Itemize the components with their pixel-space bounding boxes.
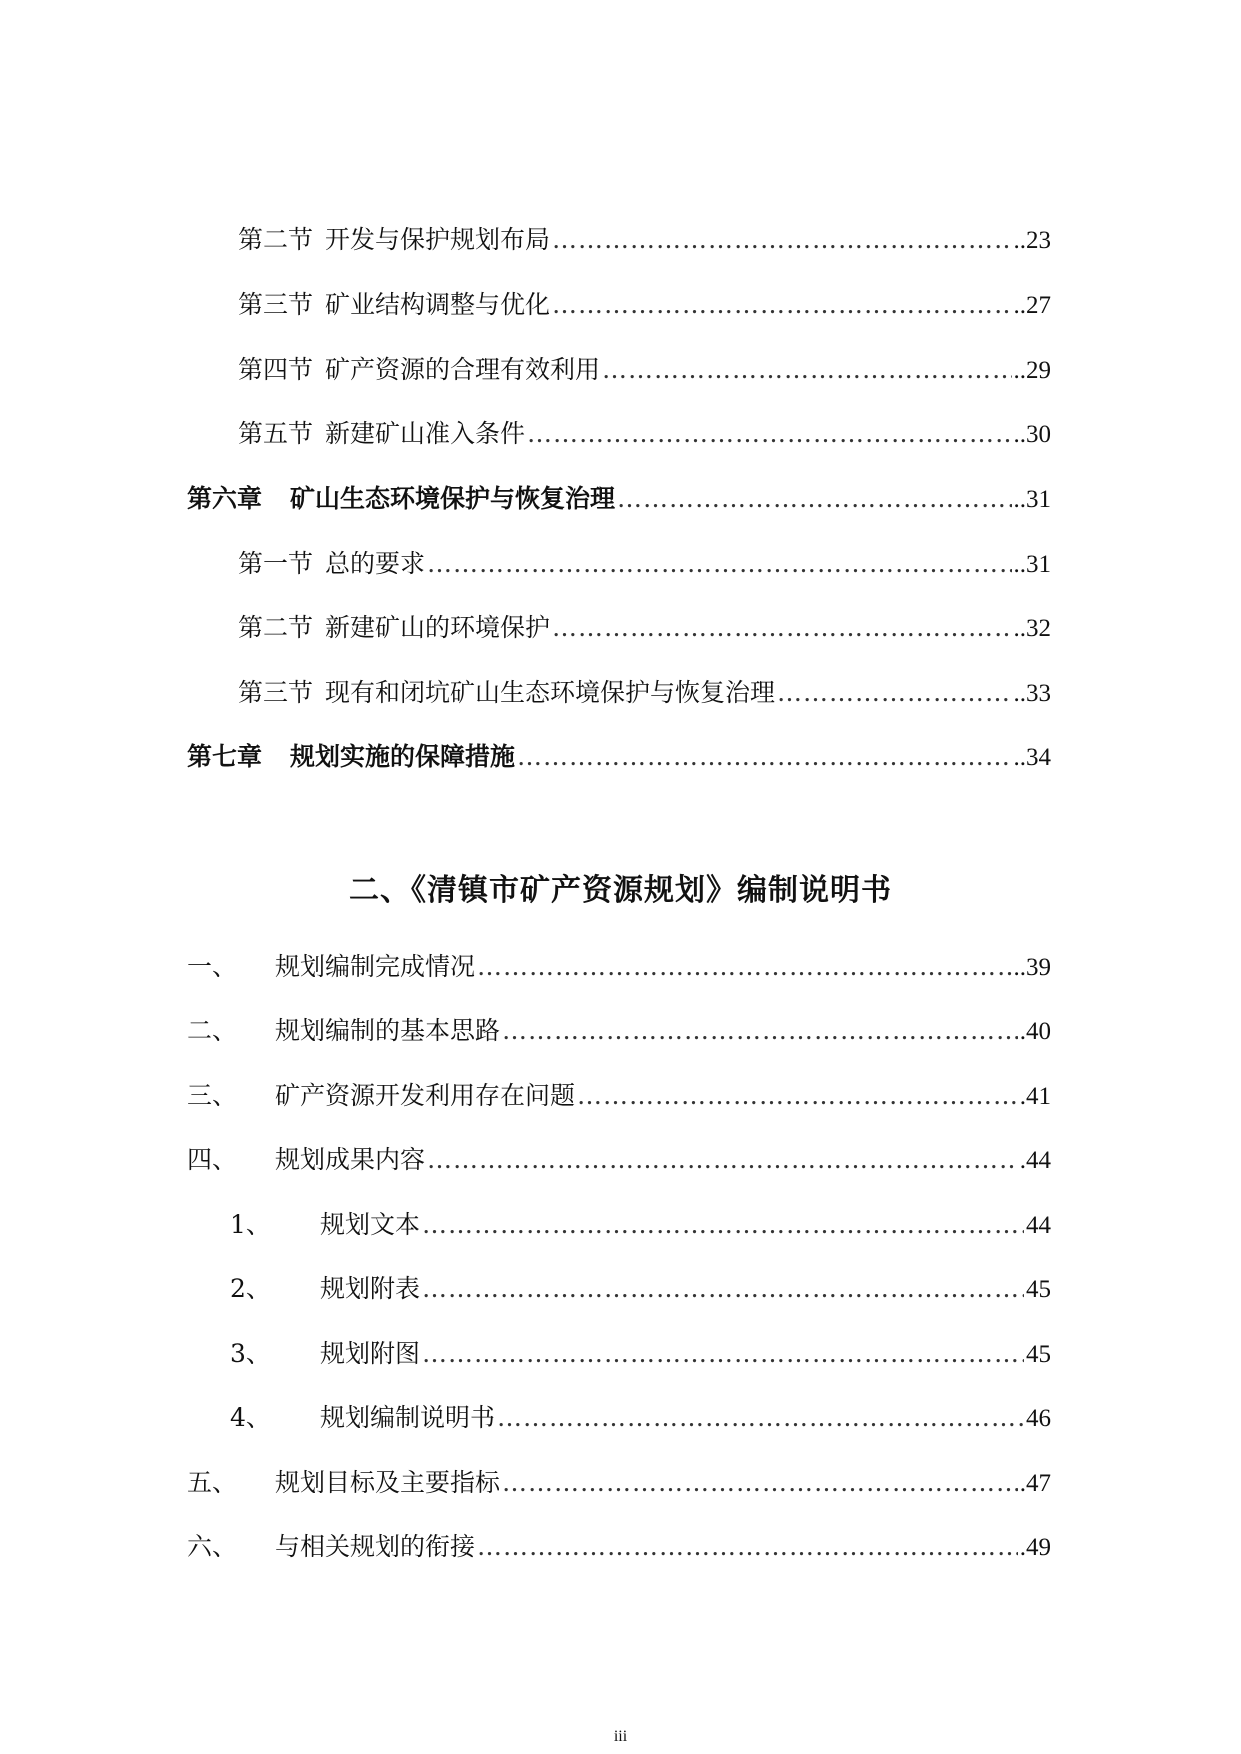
toc-title: 与相关规划的衔接 — [275, 1532, 476, 1561]
toc-leader — [422, 1267, 1024, 1311]
toc-leader — [422, 1203, 1024, 1247]
toc-page: 46 — [1026, 1405, 1051, 1432]
toc-chapter-entry — [187, 477, 1051, 521]
toc-number: 四、 — [187, 1145, 238, 1174]
toc-title: 开发与保护规划布局 — [325, 225, 551, 254]
toc-entry — [187, 945, 1051, 989]
toc-entry — [187, 1461, 1051, 1505]
toc-page: ..31 — [1013, 486, 1051, 513]
toc-title: 规划编制说明书 — [320, 1403, 496, 1432]
toc-title: 规划目标及主要指标 — [275, 1468, 501, 1497]
toc-title: 规划编制完成情况 — [275, 952, 476, 981]
toc-leader — [422, 1332, 1024, 1376]
toc-entry — [238, 671, 1051, 715]
section-heading: 二、《清镇市矿产资源规划》编制说明书 — [349, 873, 892, 908]
toc-number: 五、 — [187, 1468, 238, 1497]
toc-page: .41 — [1019, 1083, 1051, 1110]
toc-leader — [502, 1461, 1018, 1505]
toc-number: 第三节 — [238, 678, 314, 707]
toc-number: 第一节 — [238, 549, 314, 578]
toc-page: ..39 — [1013, 954, 1051, 981]
toc-number: 第二节 — [238, 225, 314, 254]
toc-leader — [517, 735, 1011, 779]
toc-page: ..29 — [1013, 357, 1051, 384]
toc-page: ..32 — [1013, 615, 1051, 642]
toc-chapter-entry — [187, 735, 1051, 779]
toc-leader — [497, 1396, 1024, 1440]
toc-leader — [617, 477, 1011, 521]
toc-page: .44 — [1019, 1147, 1051, 1174]
toc-leader — [527, 412, 1011, 456]
toc-page: .49 — [1019, 1534, 1051, 1561]
toc-number: 第四节 — [238, 355, 314, 384]
toc-page: ..23 — [1013, 227, 1051, 254]
toc-title: 现有和闭坑矿山生态环境保护与恢复治理 — [325, 678, 776, 707]
toc-number: 1、 — [230, 1210, 271, 1239]
toc-entry — [238, 348, 1051, 392]
toc-page: ..27 — [1013, 292, 1051, 319]
toc-title: 矿产资源的合理有效利用 — [325, 355, 601, 384]
toc-page: 45 — [1026, 1341, 1051, 1368]
toc-entry — [187, 1525, 1051, 1569]
toc-entry — [187, 1138, 1051, 1182]
toc-leader — [552, 606, 1011, 650]
toc-entry — [187, 1009, 1051, 1053]
toc-title: 新建矿山准入条件 — [325, 419, 526, 448]
toc-leader — [777, 671, 1011, 715]
toc-leader — [427, 1138, 1018, 1182]
toc-number: 一、 — [187, 952, 238, 981]
toc-number: 第五节 — [238, 419, 314, 448]
toc-title: 规划成果内容 — [275, 1145, 426, 1174]
toc-page: 45 — [1026, 1276, 1051, 1303]
toc-number: 4、 — [230, 1403, 271, 1432]
toc-entry — [187, 1074, 1051, 1118]
toc-number: 三、 — [187, 1081, 238, 1110]
toc-page: ..31 — [1013, 551, 1051, 578]
toc-page: ..33 — [1013, 680, 1051, 707]
toc-leader — [602, 348, 1011, 392]
toc-number: 第六章 — [187, 484, 263, 513]
toc-number: 第七章 — [187, 742, 263, 771]
toc-page: .40 — [1019, 1018, 1051, 1045]
toc-entry — [230, 1203, 1051, 1247]
toc-entry — [238, 218, 1051, 262]
toc-title: 新建矿山的环境保护 — [325, 613, 551, 642]
toc-title: 矿山生态环境保护与恢复治理 — [290, 484, 616, 513]
toc-entry — [238, 542, 1051, 586]
toc-number: 2、 — [230, 1274, 271, 1303]
toc-title: 矿产资源开发利用存在问题 — [275, 1081, 576, 1110]
toc-leader — [502, 1009, 1018, 1053]
toc-number: 第三节 — [238, 290, 314, 319]
toc-leader — [552, 283, 1011, 327]
toc-title: 规划附图 — [320, 1339, 421, 1368]
toc-number: 二、 — [187, 1016, 238, 1045]
toc-title: 规划实施的保障措施 — [290, 742, 516, 771]
toc-leader — [427, 542, 1011, 586]
toc-entry — [230, 1267, 1051, 1311]
toc-entry — [238, 412, 1051, 456]
toc-page: ..30 — [1013, 421, 1051, 448]
toc-title: 规划文本 — [320, 1210, 421, 1239]
toc-leader — [577, 1074, 1018, 1118]
toc-number: 3、 — [230, 1339, 271, 1368]
toc-page: 44 — [1026, 1212, 1051, 1239]
toc-entry — [238, 606, 1051, 650]
toc-title: 总的要求 — [325, 549, 426, 578]
toc-title: 矿业结构调整与优化 — [325, 290, 551, 319]
toc-page: ..34 — [1013, 744, 1051, 771]
toc-title: 规划编制的基本思路 — [275, 1016, 501, 1045]
toc-entry — [230, 1396, 1051, 1440]
toc-leader — [477, 945, 1011, 989]
toc-entry — [238, 283, 1051, 327]
toc-leader — [477, 1525, 1018, 1569]
toc-leader — [552, 218, 1011, 262]
toc-title: 规划附表 — [320, 1274, 421, 1303]
toc-number: 六、 — [187, 1532, 238, 1561]
page-number-footer: iii — [613, 1728, 628, 1745]
toc-page: .47 — [1019, 1470, 1051, 1497]
toc-number: 第二节 — [238, 613, 314, 642]
toc-entry — [230, 1332, 1051, 1376]
